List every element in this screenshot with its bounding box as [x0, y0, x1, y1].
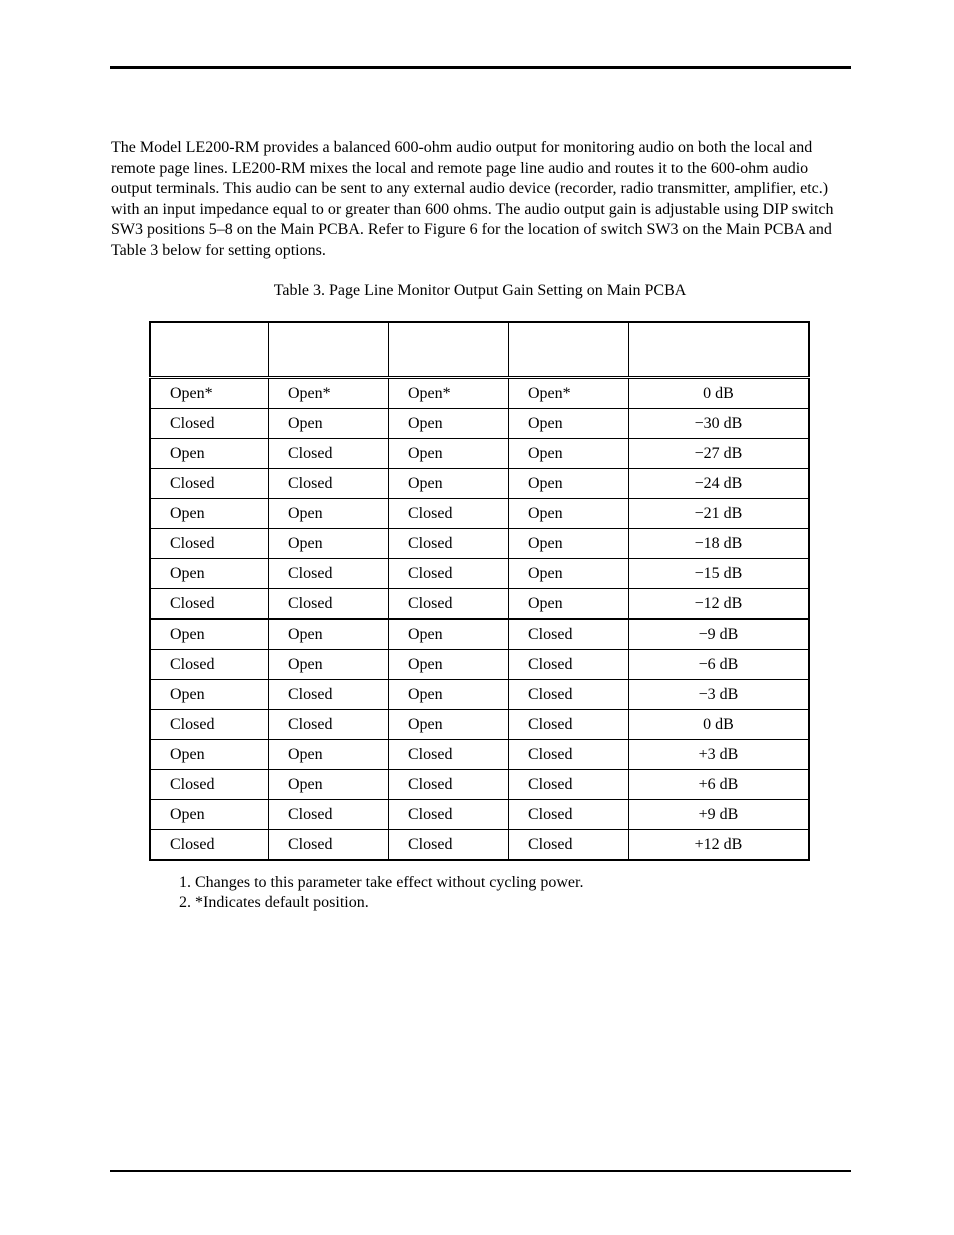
switch-position-cell: Open: [269, 529, 389, 559]
switch-position-cell: Open: [509, 529, 629, 559]
switch-position-cell: Open*: [150, 378, 269, 409]
gain-cell: −18 dB: [629, 529, 810, 559]
switch-position-cell: Open: [389, 469, 509, 499]
switch-position-cell: Open: [389, 439, 509, 469]
switch-position-cell: Closed: [509, 830, 629, 861]
switch-position-cell: Open: [389, 650, 509, 680]
switch-position-cell: Open: [509, 499, 629, 529]
switch-position-cell: Open: [389, 710, 509, 740]
footer-rule: [110, 1170, 851, 1172]
switch-position-cell: Closed: [389, 589, 509, 620]
gain-cell: −3 dB: [629, 680, 810, 710]
switch-position-cell: Closed: [389, 770, 509, 800]
switch-position-cell: Closed: [150, 770, 269, 800]
table-header-row: [150, 322, 809, 378]
switch-position-cell: Open: [389, 680, 509, 710]
header-cell: [150, 322, 269, 378]
header-cell: [629, 322, 810, 378]
gain-setting-table: [149, 321, 810, 861]
switch-position-cell: Closed: [269, 800, 389, 830]
table-caption: Table 3. Page Line Monitor Output Gain Setting on Main PCBA: [273, 282, 687, 299]
header-cell: [389, 322, 509, 378]
switch-position-cell: Closed: [509, 800, 629, 830]
switch-position-cell: Open: [269, 650, 389, 680]
switch-position-cell: Open: [269, 409, 389, 439]
switch-position-cell: Closed: [509, 650, 629, 680]
table-row: [150, 439, 809, 469]
gain-cell: +12 dB: [629, 830, 810, 861]
switch-position-cell: Closed: [269, 589, 389, 620]
gain-cell: 0 dB: [629, 710, 810, 740]
table-row: [150, 559, 809, 589]
switch-position-cell: Open: [269, 499, 389, 529]
switch-position-cell: Open*: [389, 378, 509, 409]
switch-position-cell: Closed: [150, 469, 269, 499]
switch-position-cell: Closed: [509, 740, 629, 770]
switch-position-cell: Closed: [389, 800, 509, 830]
gain-cell: +3 dB: [629, 740, 810, 770]
table-row: [150, 469, 809, 499]
table-row: [150, 800, 809, 830]
gain-cell: −6 dB: [629, 650, 810, 680]
switch-position-cell: Open: [269, 770, 389, 800]
switch-position-cell: Open: [150, 800, 269, 830]
switch-position-cell: Open: [509, 559, 629, 589]
table-body: [150, 378, 809, 861]
switch-position-cell: Open: [509, 409, 629, 439]
table-row: [150, 529, 809, 559]
switch-position-cell: Closed: [389, 499, 509, 529]
switch-position-cell: Closed: [150, 830, 269, 861]
gain-cell: −30 dB: [629, 409, 810, 439]
switch-position-cell: Open: [150, 439, 269, 469]
switch-position-cell: Closed: [389, 740, 509, 770]
header-rule: [110, 66, 851, 69]
table-row: [150, 589, 809, 620]
gain-cell: 0 dB: [629, 378, 810, 409]
switch-position-cell: Open: [269, 619, 389, 650]
table-row: [150, 409, 809, 439]
table-row: [150, 770, 809, 800]
gain-cell: −9 dB: [629, 619, 810, 650]
switch-position-cell: Closed: [389, 559, 509, 589]
gain-cell: −27 dB: [629, 439, 810, 469]
switch-position-cell: Open: [389, 409, 509, 439]
switch-position-cell: Open: [150, 740, 269, 770]
header-cell: [269, 322, 389, 378]
switch-position-cell: Open: [509, 469, 629, 499]
switch-position-cell: Closed: [509, 710, 629, 740]
switch-position-cell: Closed: [269, 439, 389, 469]
switch-position-cell: Closed: [389, 529, 509, 559]
gain-cell: −24 dB: [629, 469, 810, 499]
switch-position-cell: Closed: [150, 529, 269, 559]
table-row: [150, 680, 809, 710]
table-row: [150, 710, 809, 740]
switch-position-cell: Closed: [150, 650, 269, 680]
switch-position-cell: Open: [509, 589, 629, 620]
switch-position-cell: Open: [150, 559, 269, 589]
switch-position-cell: Closed: [269, 680, 389, 710]
gain-cell: +9 dB: [629, 800, 810, 830]
switch-position-cell: Closed: [389, 830, 509, 861]
header-cell: [509, 322, 629, 378]
table-row: [150, 650, 809, 680]
switch-position-cell: Open: [150, 499, 269, 529]
switch-position-cell: Open*: [509, 378, 629, 409]
switch-position-cell: Closed: [509, 770, 629, 800]
table-row: [150, 740, 809, 770]
switch-position-cell: Closed: [269, 830, 389, 861]
switch-position-cell: Open: [389, 619, 509, 650]
switch-position-cell: Closed: [269, 559, 389, 589]
table-row: [150, 378, 809, 409]
switch-position-cell: Closed: [150, 589, 269, 620]
switch-position-cell: Open: [150, 619, 269, 650]
gain-cell: −21 dB: [629, 499, 810, 529]
gain-cell: −15 dB: [629, 559, 810, 589]
table-row: [150, 619, 809, 650]
switch-position-cell: Closed: [509, 680, 629, 710]
switch-position-cell: Open: [509, 439, 629, 469]
note-item: 1. Changes to this parameter take effect without cycling power.: [179, 874, 584, 891]
table-notes: [179, 873, 583, 913]
switch-position-cell: Open: [269, 740, 389, 770]
table-row: [150, 499, 809, 529]
switch-position-cell: Open*: [269, 378, 389, 409]
gain-cell: +6 dB: [629, 770, 810, 800]
switch-position-cell: Closed: [509, 619, 629, 650]
switch-position-cell: Closed: [269, 469, 389, 499]
body-paragraph: The Model LE200-RM provides a balanced 600-ohm audio output for monitoring audio on both the local and remote page lines. LE200-RM mixes the local and remote page line audio and routes it to the 600-ohm audio output terminals. This audio can be sent to any external audio device (recorder, radio transmitter, amplifier, etc.) with an input impedance equal to or greater than 600 ohms. The audio output gain is adjustable using DIP switch SW3 positions 5–8 on the Main PCBA. Refer to Figure 6 for the location of switch SW3 on the Main PCBA and Table 3 below for setting options.: [111, 139, 834, 259]
table-row: [150, 830, 809, 861]
note-item: 2. *Indicates default position.: [179, 894, 369, 911]
gain-cell: −12 dB: [629, 589, 810, 620]
switch-position-cell: Open: [150, 680, 269, 710]
switch-position-cell: Closed: [269, 710, 389, 740]
switch-position-cell: Closed: [150, 409, 269, 439]
switch-position-cell: Closed: [150, 710, 269, 740]
